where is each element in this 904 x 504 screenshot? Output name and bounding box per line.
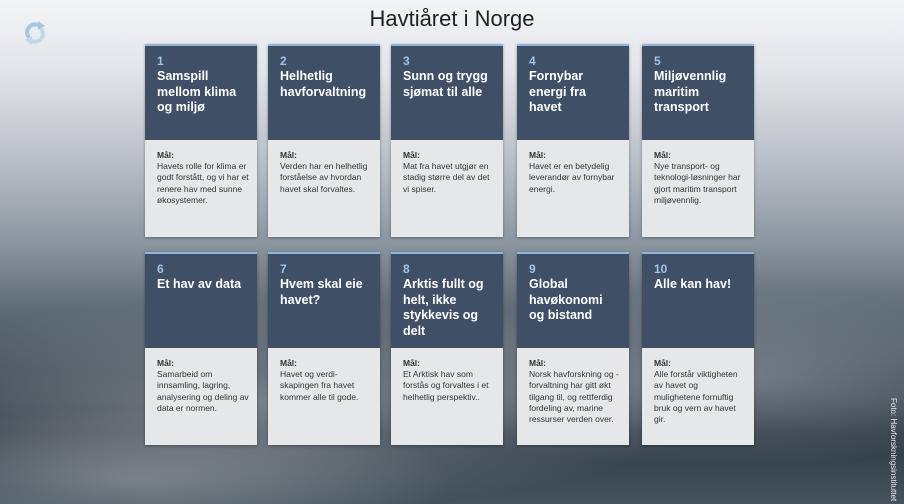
card-number: 10 xyxy=(654,262,668,276)
card-body xyxy=(642,140,754,206)
card-header xyxy=(268,44,380,140)
page-title: Havtiåret i Norge xyxy=(369,6,535,31)
goal-text: Verden har en helhetlig forståelse av hvordan havet skal forvaltes. xyxy=(280,161,368,194)
goal-text: Havet og verdi-skapingen fra havet kommer alle til gode. xyxy=(280,369,359,402)
photo-credit: Foto: Havforskningsinstituttet xyxy=(889,398,898,502)
goal-text: Havets rolle for klima er godt forstått, og vi har et renere hav med sunne økosystemer. xyxy=(157,161,249,205)
card-heading: Miljøvennlig maritim transport xyxy=(654,69,727,114)
goal-text: Mat fra havet utgjør en stadig større del av det vi spiser. xyxy=(403,161,490,194)
goal-label: Mål: xyxy=(654,358,671,368)
goal-label: Mål: xyxy=(403,150,420,160)
card-body xyxy=(145,348,257,414)
card-heading: Arktis fullt og helt, ikke stykkevis og delt xyxy=(403,277,484,338)
card-heading: Hvem skal eie havet? xyxy=(280,277,363,307)
card-header xyxy=(391,44,503,140)
card-heading: Et hav av data xyxy=(157,277,242,291)
goal-card-10 xyxy=(642,252,754,445)
card-number: 1 xyxy=(157,54,164,68)
card-body xyxy=(391,348,503,403)
card-header xyxy=(145,252,257,348)
card-number: 2 xyxy=(280,54,287,68)
goal-card-7 xyxy=(268,252,380,445)
goal-text: Et Arktisk hav som forstås og forvaltes i et helhetlig perspektiv.. xyxy=(403,369,489,402)
goal-card-6 xyxy=(145,252,257,445)
card-header xyxy=(145,44,257,140)
card-header xyxy=(391,252,503,348)
goal-text: Nye transport- og teknologi-løsninger har gjort maritim transport miljøvennlig. xyxy=(654,161,741,205)
goal-card-9 xyxy=(517,252,629,445)
card-number: 4 xyxy=(529,54,536,68)
card-number: 7 xyxy=(280,262,287,276)
goal-label: Mål: xyxy=(654,150,671,160)
card-body xyxy=(642,348,754,425)
card-number: 6 xyxy=(157,262,164,276)
goal-label: Mål: xyxy=(157,358,174,368)
card-header xyxy=(517,252,629,348)
card-body xyxy=(517,140,629,195)
goal-card-1 xyxy=(145,44,257,237)
goal-text: Samarbeid om innsamling, lagring, analysering og deling av data er normen. xyxy=(157,369,249,413)
card-number: 8 xyxy=(403,262,410,276)
goal-label: Mål: xyxy=(403,358,420,368)
card-header xyxy=(517,44,629,140)
card-heading: Helhetlig havforvaltning xyxy=(280,69,367,99)
goal-label: Mål: xyxy=(157,150,174,160)
card-header xyxy=(642,44,754,140)
card-number: 5 xyxy=(654,54,661,68)
goal-text: Havet er en betydelig leverandør av fornybar energi. xyxy=(529,161,615,194)
card-body xyxy=(517,348,629,425)
card-body xyxy=(145,140,257,206)
card-heading: Alle kan hav! xyxy=(654,277,732,291)
goal-label: Mål: xyxy=(529,150,546,160)
card-header xyxy=(642,252,754,348)
card-heading: Samspill mellom klima og miljø xyxy=(157,69,237,114)
goal-card-2 xyxy=(268,44,380,237)
goal-text: Norsk havforskning og -forvaltning har gitt økt tilgang til, og rettferdig fordeling av, marine ressurser verden over. xyxy=(529,369,619,425)
card-body xyxy=(268,348,380,403)
goal-label: Mål: xyxy=(280,150,297,160)
goal-card-5 xyxy=(642,44,754,237)
goal-card-4 xyxy=(517,44,629,237)
card-heading: Sunn og trygg sjømat til alle xyxy=(403,69,488,99)
card-heading: Fornybar energi fra havet xyxy=(529,69,586,114)
goal-label: Mål: xyxy=(280,358,297,368)
goal-label: Mål: xyxy=(529,358,546,368)
card-body xyxy=(391,140,503,195)
card-heading: Global havøkonomi og bistand xyxy=(529,277,603,322)
goal-text: Alle forstår viktigheten av havet og mulighetene fornuftig bruk og vern av havet gir. xyxy=(654,369,738,425)
goal-card-8 xyxy=(391,252,503,445)
goal-card-3 xyxy=(391,44,503,237)
card-header xyxy=(268,252,380,348)
card-body xyxy=(268,140,380,195)
card-number: 3 xyxy=(403,54,410,68)
card-number: 9 xyxy=(529,262,536,276)
